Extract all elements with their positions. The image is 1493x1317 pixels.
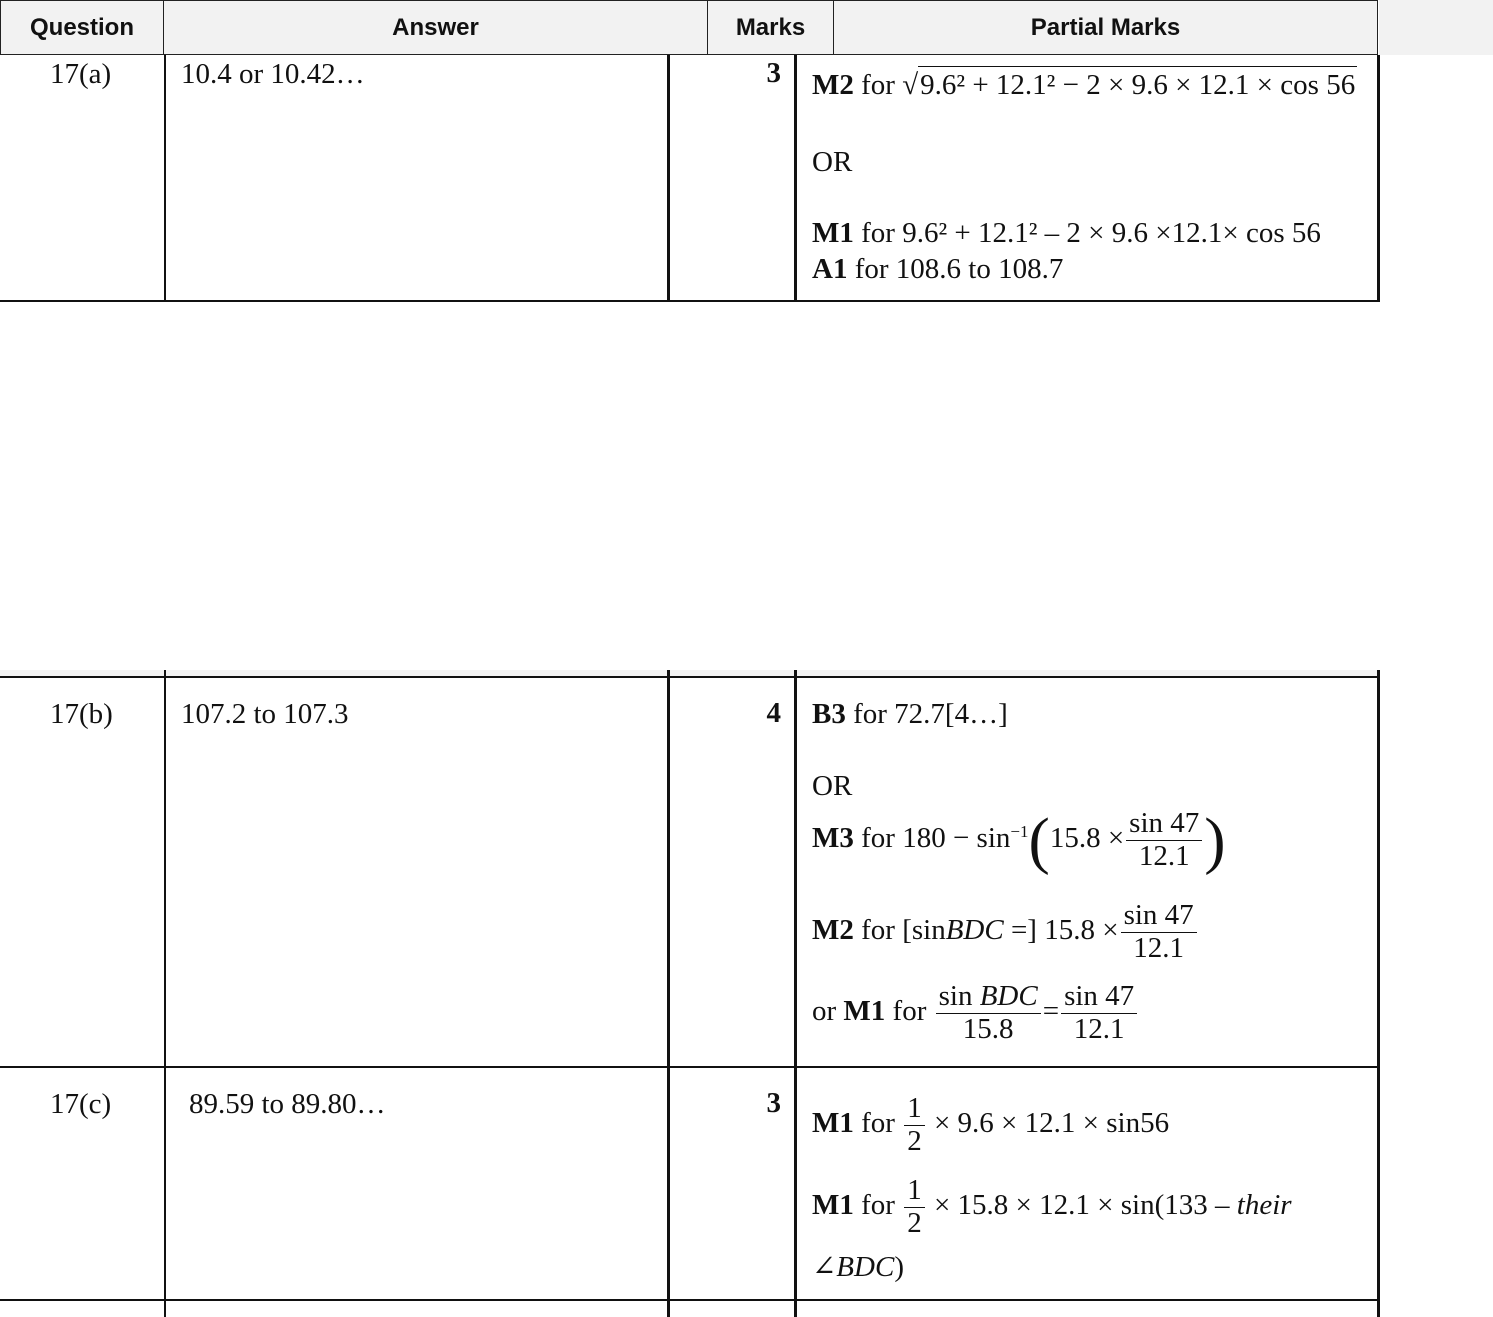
partial-mark-a1 [812, 252, 1063, 286]
sqrt-content: 9.6² + 12.1² − 2 × 9.6 × 12.1 × cos 56 [918, 66, 1357, 103]
fraction-denominator: 2 [907, 1124, 922, 1157]
header-partial-marks: Partial Marks [833, 0, 1378, 55]
fraction-numerator: 1 [904, 1093, 925, 1126]
mark-code: M1 [843, 995, 886, 1027]
fraction-numerator: sin 47 [1121, 900, 1197, 933]
question-number: 17(b) [50, 698, 113, 730]
mark-code: M2 [812, 914, 854, 946]
marks-value: 3 [766, 1087, 781, 1119]
expr-lead-end: =] [1003, 914, 1037, 946]
fraction-denominator: 15.8 [962, 1012, 1014, 1045]
grid-line [0, 1299, 1380, 1301]
header-strip [1379, 0, 1493, 55]
fraction-numerator: sin 47 [1061, 981, 1137, 1014]
partial-mark-m2 [812, 66, 1357, 103]
mark-detail: for 72.7[4…] [853, 698, 1008, 730]
grid-line [794, 55, 797, 302]
fraction-numerator: sin 47 [1126, 808, 1202, 841]
closing-paren: ) [894, 1251, 904, 1283]
fraction [1126, 808, 1202, 873]
fraction [1121, 900, 1197, 965]
fraction-half [904, 1093, 925, 1158]
or-text: OR [812, 146, 853, 178]
partial-mark-m1 [812, 1087, 1169, 1159]
or-prefix: or [812, 995, 837, 1027]
fraction-half [904, 1175, 925, 1240]
expr-mid: 15.8 × [1049, 822, 1125, 855]
angle-label: ∠BDC [812, 1251, 895, 1283]
answer-text: 89.59 to 89.80… [189, 1088, 386, 1120]
grid-line [667, 670, 670, 1317]
for-text: for [861, 1107, 895, 1139]
mark-code: M1 [812, 1189, 854, 1221]
for-text: for [861, 69, 895, 101]
paren-open: ( [1028, 804, 1050, 876]
mark-detail: × 9.6 × 12.1 × sin56 [933, 1107, 1170, 1139]
fraction-denominator: 12.1 [1073, 1012, 1125, 1045]
mark-detail: for 9.6² + 12.1² – 2 × 9.6 ×12.1× cos 56 [861, 217, 1321, 249]
grid-line [0, 1066, 1380, 1068]
fraction-numerator-variable: BDC [979, 979, 1038, 1012]
mark-code: M3 [812, 822, 854, 855]
paren-close: ) [1204, 804, 1226, 876]
expr-lead: [sin [902, 914, 946, 946]
grid-line [667, 55, 670, 302]
or-text: OR [812, 770, 853, 802]
expr-mid: 15.8 × [1044, 914, 1119, 946]
for-text: for [861, 1189, 895, 1221]
partial-mark-m1 [812, 216, 1321, 250]
fraction-denominator: 2 [907, 1206, 922, 1239]
mark-code: A1 [812, 253, 848, 285]
header-marks: Marks [707, 0, 834, 55]
mark-code: B3 [812, 698, 846, 730]
grid-line [164, 55, 166, 302]
partial-mark-m1 [812, 975, 1139, 1047]
grid-line [1377, 670, 1380, 1317]
sqrt-expression: √9.6² + 12.1² − 2 × 9.6 × 12.1 × cos 56 [902, 66, 1357, 103]
for-text: for [861, 822, 895, 855]
grid-line [0, 300, 1380, 302]
mark-code: M1 [812, 1107, 854, 1139]
mark-code: M2 [812, 69, 854, 101]
mark-detail: × 15.8 × 12.1 × sin(133 – [933, 1189, 1230, 1221]
partial-mark-m2 [812, 895, 1199, 965]
mark-code: M1 [812, 217, 854, 249]
answer-text: 107.2 to 107.3 [181, 698, 349, 730]
question-number: 17(c) [50, 1088, 112, 1120]
marks-value: 4 [766, 697, 781, 729]
header-answer: Answer [163, 0, 708, 55]
partial-mark-b3 [812, 697, 1008, 731]
fraction [936, 981, 1041, 1046]
angle-text [812, 1250, 904, 1284]
fraction-denominator: 12.1 [1138, 839, 1190, 872]
grid-line [794, 670, 797, 1317]
question-number: 17(a) [50, 58, 112, 90]
expr-lead: 180 − sin [902, 822, 1011, 855]
mark-detail: for 108.6 to 108.7 [854, 253, 1064, 285]
grid-line [0, 676, 1380, 678]
equals-sign: = [1042, 995, 1060, 1027]
fraction [1061, 981, 1137, 1046]
grid-line [1377, 55, 1380, 302]
fraction-numerator: 1 [904, 1175, 925, 1208]
fraction-numerator: sin [938, 979, 980, 1012]
for-text: for [861, 914, 895, 946]
partial-mark-m3 [812, 804, 1226, 876]
partial-mark-m1 [812, 1169, 1292, 1241]
their-text: their [1236, 1189, 1292, 1221]
for-text: for [892, 995, 927, 1027]
expr-variable: BDC [945, 914, 1004, 946]
marks-value: 3 [766, 57, 781, 89]
header-question: Question [0, 0, 164, 55]
grid-line [164, 670, 166, 1317]
expr-superscript: −1 [1010, 822, 1029, 842]
fraction-denominator: 12.1 [1133, 931, 1184, 964]
answer-text: 10.4 or 10.42… [181, 58, 365, 90]
